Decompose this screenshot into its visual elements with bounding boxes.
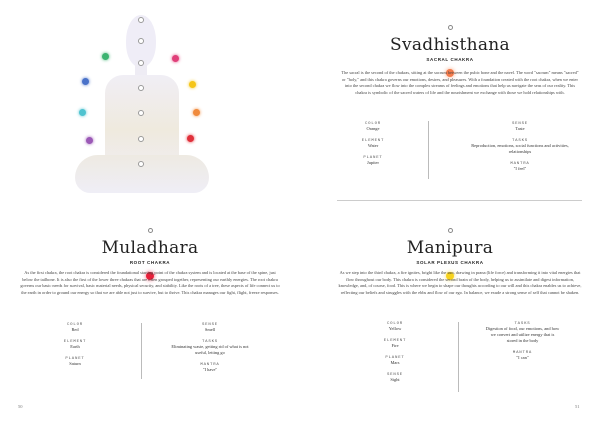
chakra-title: Svadhisthana	[390, 35, 510, 55]
svadhisthana-left-info	[348, 122, 398, 173]
info-value: "I have"	[202, 367, 218, 372]
chakra-point-icon	[138, 17, 144, 23]
section-divider	[337, 200, 582, 201]
sacral-symbol-icon	[448, 25, 453, 30]
muladhara-description: As the first chakra, the root chakra is considered the foundational starting point of the chakra system and is located at the base of the spine, just below the tailbone. It is also the first of the lower three chakras that are often grouped together, representing our earthly energies. The root chakra governs our basic needs for survival, basic material needs, physical security, and stability. Like the roots of a tree, these aspects of life connect us to the earth in order to ground our energy so that we are able not just to survive, but to thrive. This chakra manages our fight, flight, freeze responses.	[20, 270, 280, 295]
orange-dot-icon	[193, 109, 200, 116]
purple-dot-icon	[86, 137, 93, 144]
chakra-title: Muladhara	[101, 238, 199, 258]
info-value: Saturn	[69, 361, 81, 366]
info-label: PLANET	[385, 356, 405, 360]
info-label: PLANET	[65, 357, 85, 361]
column-divider	[428, 121, 429, 179]
chakra-point-icon	[138, 60, 144, 66]
pink-dot-icon	[172, 55, 179, 62]
yellow-dot-icon	[189, 81, 196, 88]
chakra-point-icon	[138, 161, 144, 167]
info-value: Mars	[390, 360, 400, 365]
cyan-dot-icon	[79, 109, 86, 116]
info-value: Eliminating waste, getting rid of what is not useful, letting go	[171, 344, 249, 355]
info-value: Digestion of food, our emotions, and how we convert and utilize energy that is stored in the body	[485, 326, 560, 343]
info-value: Orange	[366, 126, 380, 131]
chakra-subtitle: ROOT CHAKRA	[129, 260, 171, 265]
svadhisthana-header	[300, 17, 600, 77]
muladhara-right-info	[170, 323, 250, 380]
solar-plexus-symbol-icon	[448, 228, 453, 233]
root-symbol-icon	[148, 228, 153, 233]
info-label: ELEMENT	[383, 339, 407, 343]
info-value: Sight	[390, 377, 400, 382]
info-label: SENSE	[511, 122, 528, 126]
right-page	[300, 0, 600, 428]
info-label: TASKS	[511, 139, 528, 143]
info-value: "I feel"	[513, 166, 527, 171]
manipura-left-info	[370, 322, 420, 390]
chakra-title: Manipura	[406, 238, 494, 258]
chakra-point-icon	[138, 136, 144, 142]
info-value: Earth	[70, 344, 80, 349]
info-label: MANTRA	[200, 363, 220, 367]
muladhara-left-info	[50, 323, 100, 374]
info-value: Jupiter	[367, 160, 379, 165]
info-label: COLOR	[66, 323, 83, 327]
info-value: "I can"	[516, 355, 529, 360]
manipura-right-info	[485, 322, 560, 368]
info-label: TASKS	[514, 322, 531, 326]
chakra-point-icon	[138, 85, 144, 91]
info-label: SENSE	[386, 373, 403, 377]
column-divider	[141, 323, 142, 379]
page-number-left: 50	[18, 404, 23, 409]
manipura-description: As we step into the third chakra, a fire ignites, bright like the sun, drawing in prana (life force) and transforming it into vital energies that flow throughout our body. This chakra is considered the second brain of the body, helping us to assimilate and digest information, knowledge, and, of course, food. This is where we begin to shape our thoughts according to our will and this chakra enables us to achieve, reflecting our beliefs and struggles with the ebbs and flow of our ego. In balance, we exude a strong sense of self that cannot be shaken.	[338, 270, 582, 295]
svadhisthana-right-info	[470, 122, 570, 179]
chakra-subtitle: SACRAL CHAKRA	[426, 57, 474, 62]
info-label: COLOR	[386, 322, 403, 326]
chakra-point-icon	[138, 110, 144, 116]
red-dot-icon	[187, 135, 194, 142]
info-value: Taste	[515, 126, 525, 131]
green-dot-icon	[102, 53, 109, 60]
info-label: TASKS	[201, 340, 218, 344]
info-value: Reproduction, emotions, social functions and activities, relationships	[471, 143, 569, 154]
info-value: Yellow	[388, 326, 402, 331]
info-label: MANTRA	[510, 162, 530, 166]
info-label: ELEMENT	[63, 340, 87, 344]
chakra-subtitle: SOLAR PLEXUS CHAKRA	[416, 260, 484, 265]
column-divider	[458, 322, 459, 392]
svadhisthana-description: The sacral is the second of the chakras, sitting at the sacrum between the pubic bone and the navel. The word "sacrum" means "sacred" or "holy," and this chakra governs our emotions, desires, and pleasures. With a foundation created with the root chakra, when we enter into the second chakra we flow into the complex streams of feelings and emotions that help us navigate the seas of our reality. This chakra is symbolic of the sacred waters of life and the nourishment we exchange with those we hold relationships with.	[341, 70, 579, 95]
info-value: Water	[367, 143, 379, 148]
page-number-right: 51	[575, 404, 580, 409]
info-value: Fire	[391, 343, 399, 348]
meditation-figure	[60, 10, 240, 190]
chakra-point-icon	[138, 38, 144, 44]
blue-dot-icon	[82, 78, 89, 85]
info-label: ELEMENT	[361, 139, 385, 143]
info-label: COLOR	[364, 122, 381, 126]
info-label: SENSE	[201, 323, 218, 327]
info-label: PLANET	[363, 156, 383, 160]
info-value: Smell	[204, 327, 216, 332]
info-value: Red	[71, 327, 79, 332]
info-label: MANTRA	[512, 351, 533, 355]
